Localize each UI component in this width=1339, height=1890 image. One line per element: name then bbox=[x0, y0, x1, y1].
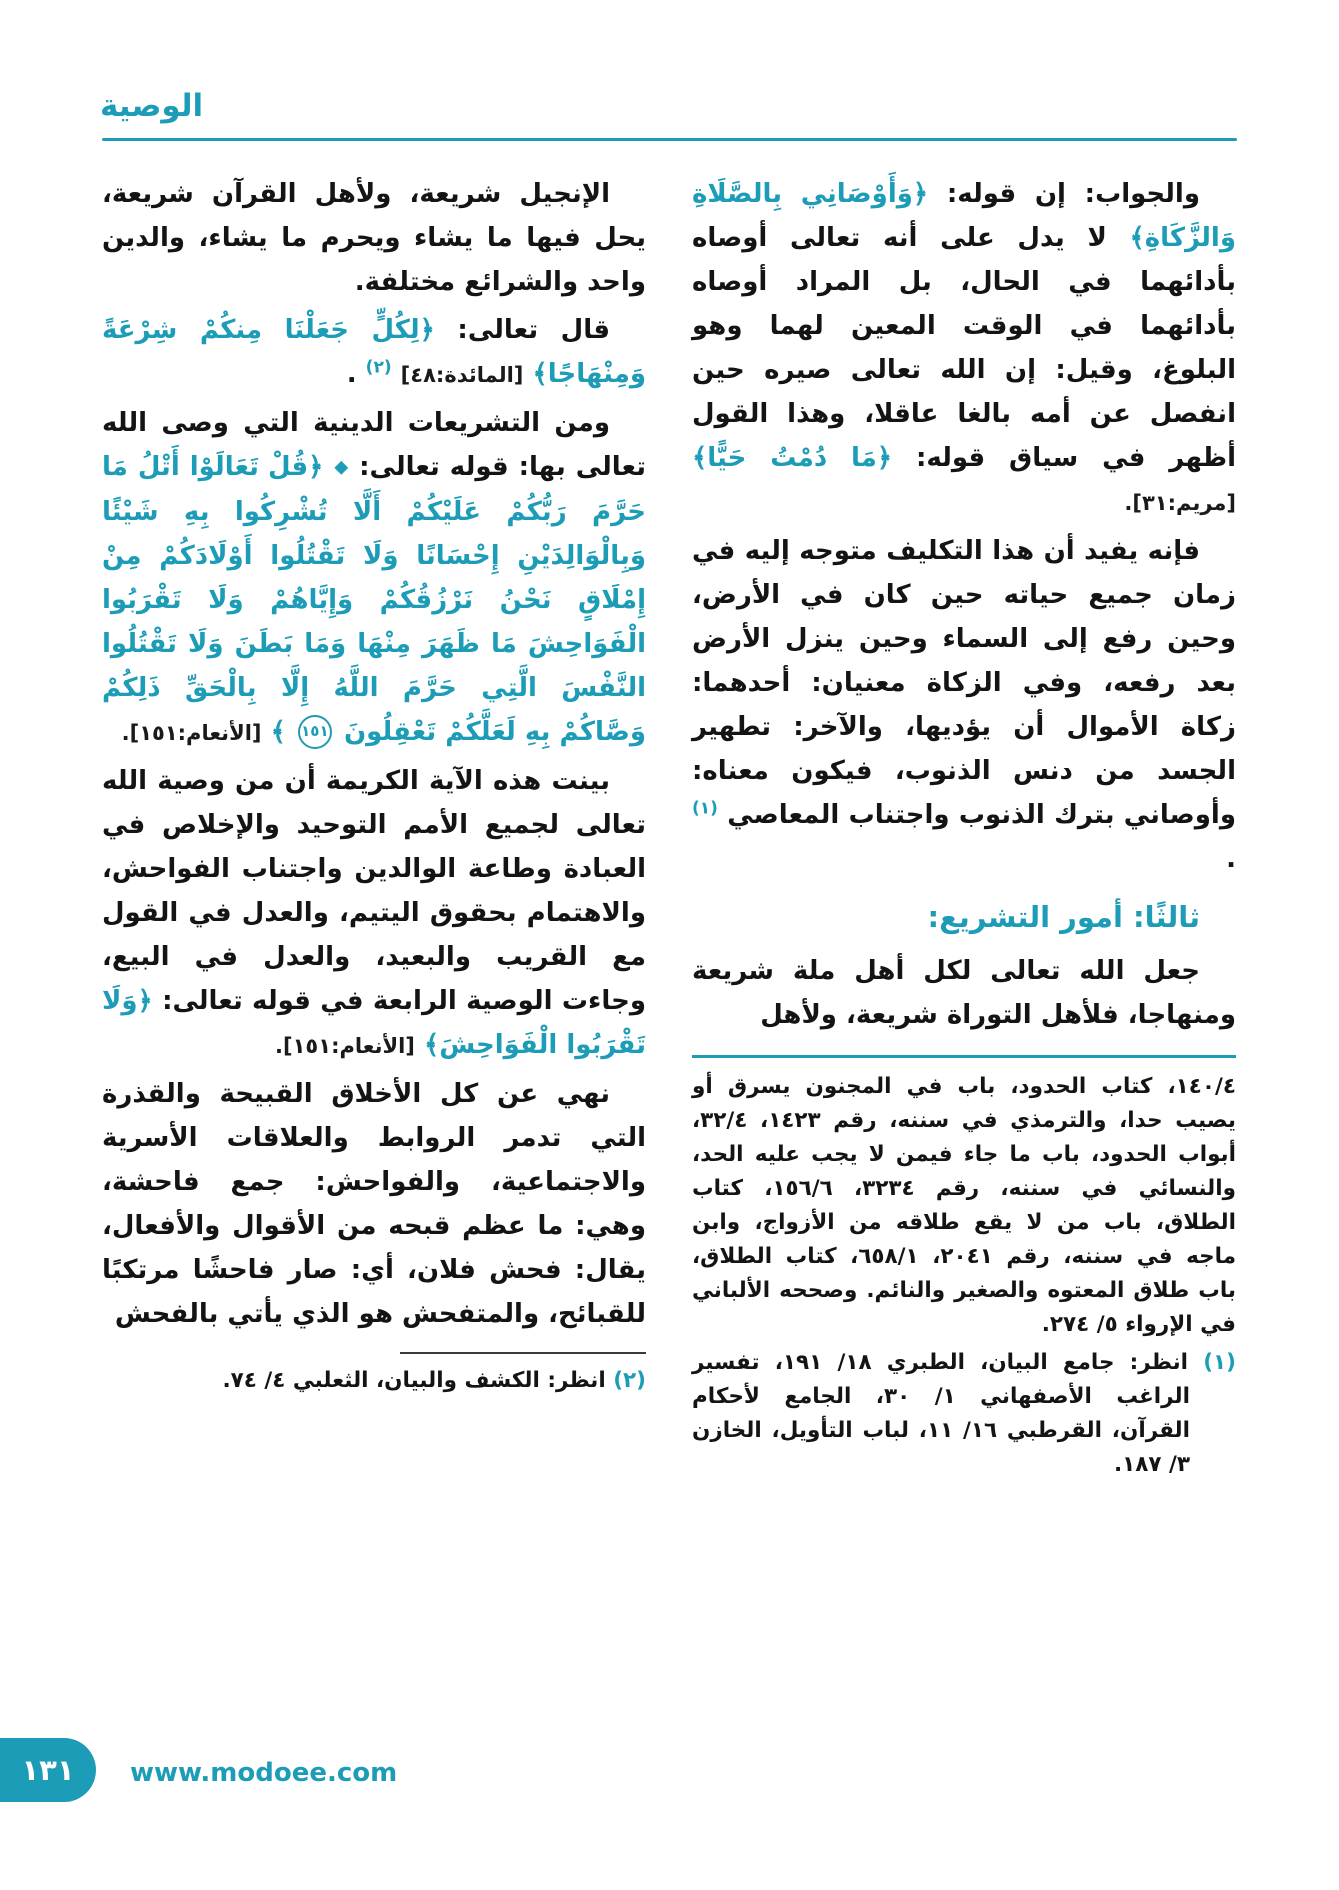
paragraph-sharia: جعل الله تعالى لكل أهل ملة شريعة ومنهاجا، فلأهل التوراة شريعة، ولأهل bbox=[692, 956, 1236, 1030]
body-text: بينت هذه الآية الكريمة أن من وصية الله تعالى لجميع الأمم التوحيد والإخلاص في العبادة وطاعة الوالدين واجتناب الفواحش، والاهتمام بحقوق اليتيم، والعدل في القول مع القريب والبعيد، والعدل في البيع، وجاءت الوصية الرابعة في قوله تعالى: bbox=[102, 765, 646, 1016]
header-rule bbox=[102, 138, 1237, 141]
footnote-2-text: انظر: الكشف والبيان، الثعلبي ٤/ ٧٤. bbox=[222, 1367, 606, 1393]
page-number-pill bbox=[0, 1738, 96, 1802]
paragraph-injil: الإنجيل شريعة، ولأهل القرآن شريعة، يحل فيها ما يشاء ويحرم ما يشاء، والدين واحد والشرائع مختلفة. bbox=[102, 179, 646, 297]
footnote-1-label: (١) bbox=[1203, 1350, 1236, 1375]
body-text: قال تعالى: bbox=[434, 315, 610, 345]
verse-reference: [مريم:٣١]. bbox=[1124, 491, 1236, 515]
quran-verse: ﴿قُلْ تَعَالَوْا أَتْلُ مَا حَرَّمَ رَبُّكُمْ عَلَيْكُمْ أَلَّا تُشْرِكُوا بِهِ شَيْئًا وَبِالْوَالِدَيْنِ إِحْسَانًا وَلَا تَقْتُلُوا أَوْلَادَكُمْ مِنْ إِمْلَاقٍ نَحْنُ نَرْزُقُكُمْ وَإِيَّاهُمْ وَلَا تَقْرَبُوا الْفَوَاحِشَ مَا ظَهَرَ مِنْهَا وَمَا بَطَنَ وَلَا تَقْتُلُوا النَّفْسَ الَّتِي حَرَّمَ اللَّهُ إِلَّا بِالْحَقِّ ذَلِكُمْ وَصَّاكُمْ بِهِ لَعَلَّكُمْ تَعْقِلُونَ bbox=[102, 452, 646, 747]
paragraph-explanation bbox=[692, 529, 1236, 881]
body-text: ومن التشريعات الدينية التي وصى الله تعالى بها: قوله تعالى: bbox=[102, 408, 646, 482]
paragraph-tafsir bbox=[102, 759, 646, 1068]
verse-reference: [الأنعام:١٥١]. bbox=[275, 1033, 415, 1058]
footnote-separator-right bbox=[692, 1055, 1236, 1058]
column-right bbox=[692, 172, 1236, 1486]
page-number: ١٣١ bbox=[21, 1753, 75, 1787]
column-left bbox=[102, 172, 646, 1486]
quran-verse: ﴿مَا دُمْتُ حَيًّا﴾ bbox=[692, 443, 893, 473]
ayah-number-badge: ١٥١ bbox=[298, 715, 332, 749]
body-text: والجواب: إن قوله: bbox=[928, 179, 1200, 209]
quran-verse: ﴿وَأَوْصَانِي بِالصَّلَاةِ وَالزَّكَاةِ﴾ bbox=[692, 179, 1236, 253]
body-text: . bbox=[346, 359, 357, 389]
body-text: . bbox=[1226, 844, 1236, 874]
body-text: فإنه يفيد أن هذا التكليف متوجه إليه في زمان جميع حياته حين كان في الأرض، وحين رفع إلى السماء وحين ينزل الأرض بعد رفعه، وفي الزكاة معنيان: أحدهما: زكاة الأموال أن يؤديها، والآخر: تطهير الجسد من دنس الذنوب، فيكون معناه: وأوصاني بترك الذنوب واجتناب المعاصي bbox=[692, 536, 1236, 830]
footnote-1 bbox=[692, 1346, 1236, 1482]
footnote-marker-1: (١) bbox=[692, 798, 718, 819]
footnote-2-label: (٢) bbox=[613, 1367, 646, 1393]
page-header-title: الوصية bbox=[100, 88, 204, 124]
footnote-2 bbox=[102, 1364, 646, 1398]
paragraph-answer bbox=[692, 172, 1236, 525]
footnote-continuation: ١٤٠/٤، كتاب الحدود، باب في المجنون يسرق أو يصيب حدا، والترمذي في سننه، رقم ١٤٢٣، ٣٢/٤، أبواب الحدود، باب ما جاء فيمن لا يجب عليه الحد، والنسائي في سننه، رقم ٣٢٣٤، ١٥٦/٦، كتاب الطلاق، باب من لا يقع طلاقه من الأزواج، وابن ماجه في سننه، رقم ٢٠٤١، ٦٥٨/١، كتاب الطلاق، باب طلاق المعتوه والصغير والنائم. وصححه الألباني في الإرواء ٥/ ٢٧٤. bbox=[692, 1074, 1237, 1337]
rub-el-hizb-icon: ◆ bbox=[333, 456, 350, 478]
verse-reference: [الأنعام:١٥١]. bbox=[121, 720, 262, 745]
section-heading-tashri: ثالثًا: أمور التشريع: bbox=[927, 900, 1200, 934]
website-url: www.modoee.com bbox=[130, 1758, 398, 1788]
body-text: لا يدل على أنه تعالى أوصاه بأدائهما في الحال، بل المراد أوصاه بأدائهما في الوقت المعين لهما وهو البلوغ، وقيل: إن الله تعالى صيره حين انفصل عن أمه بالغا عاقلا، وهذا القول أظهر في سياق قوله: bbox=[692, 223, 1237, 473]
footnote-1-text: انظر: جامع البيان، الطبري ١٨/ ١٩١، تفسير الراغب الأصفهاني ١/ ٣٠، الجامع لأحكام القرآن، القرطبي ١٦/ ١١، لباب التأويل، الخازن ٣/ ١٨٧. bbox=[692, 1350, 1190, 1477]
footnote-separator-left bbox=[400, 1352, 646, 1354]
footnote-marker-2: (٢) bbox=[365, 357, 392, 378]
quran-verse-close: ﴾ bbox=[270, 716, 286, 747]
content-columns bbox=[102, 172, 1236, 1486]
quran-verse: ﴿لِكُلٍّ جَعَلْنَا مِنكُمْ شِرْعَةً وَمِنْهَاجًا﴾ bbox=[102, 315, 646, 389]
paragraph-long-verse bbox=[102, 401, 646, 755]
quran-verse: ﴿وَلَا تَقْرَبُوا الْفَوَاحِشَ﴾ bbox=[102, 985, 646, 1060]
paragraph-qala-taala bbox=[102, 308, 646, 397]
paragraph-fawahish: نهي عن كل الأخلاق القبيحة والقذرة التي تدمر الروابط والعلاقات الأسرية والاجتماعية، والفواحش: جمع فاحشة، وهي: ما عظم قبحه من الأقوال والأفعال، يقال: فحش فلان، أي: صار فاحشًا مرتكبًا للقبائح، والمتفحش هو الذي يأتي بالفحش bbox=[102, 1078, 646, 1329]
verse-reference: [المائدة:٤٨] bbox=[400, 363, 524, 387]
